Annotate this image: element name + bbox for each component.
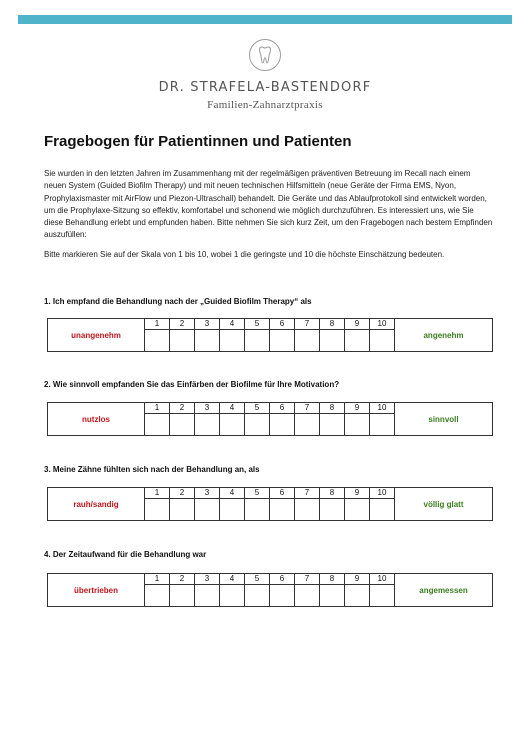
scale-number: 2 — [170, 319, 195, 330]
scale-number: 3 — [195, 319, 220, 330]
scale-number: 8 — [320, 319, 345, 330]
scale-number: 8 — [320, 403, 345, 414]
scale-number: 7 — [295, 319, 320, 330]
rating-box-7[interactable] — [295, 585, 320, 607]
rating-box-6[interactable] — [270, 330, 295, 352]
rating-box-8[interactable] — [320, 414, 345, 436]
rating-box-9[interactable] — [345, 414, 370, 436]
rating-box-2[interactable] — [170, 499, 195, 521]
rating-box-9[interactable] — [345, 499, 370, 521]
rating-box-10[interactable] — [370, 499, 395, 521]
scale-number: 1 — [145, 488, 170, 499]
scale-low-label: nutzlos — [48, 403, 145, 436]
scale-number: 5 — [245, 319, 270, 330]
top-accent-bar — [18, 15, 512, 24]
scale-number: 7 — [295, 488, 320, 499]
scale-high-label: angemessen — [395, 574, 493, 607]
scale-low-label: rauh/sandig — [48, 488, 145, 521]
scale-number: 5 — [245, 488, 270, 499]
rating-scale-table — [47, 402, 493, 436]
page-title: Fragebogen für Patientinnen und Patienten — [44, 133, 352, 150]
instruction-paragraph: Bitte markieren Sie auf der Skala von 1 bis 10, wobei 1 die geringste und 10 die höchste Einschätzung bedeuten. — [44, 250, 445, 259]
question-text: 1. Ich empfand die Behandlung nach der „Guided Biofilm Therapy“ als — [44, 297, 312, 306]
scale-number: 6 — [270, 403, 295, 414]
scale-number: 10 — [370, 574, 395, 585]
scale-number: 7 — [295, 574, 320, 585]
scale-number: 10 — [370, 488, 395, 499]
rating-box-8[interactable] — [320, 585, 345, 607]
scale-number: 9 — [345, 488, 370, 499]
scale-number: 6 — [270, 319, 295, 330]
scale-number: 3 — [195, 574, 220, 585]
scale-low-label: übertrieben — [48, 574, 145, 607]
scale-number: 8 — [320, 574, 345, 585]
question-text: 3. Meine Zähne fühlten sich nach der Behandlung an, als — [44, 465, 260, 474]
scale-number: 7 — [295, 403, 320, 414]
practice-name: DR. STRAFELA-BASTENDORF — [158, 80, 372, 95]
rating-box-4[interactable] — [220, 414, 245, 436]
rating-box-5[interactable] — [245, 585, 270, 607]
rating-scale-table — [47, 487, 493, 521]
scale-number: 10 — [370, 319, 395, 330]
rating-box-10[interactable] — [370, 585, 395, 607]
scale-number: 9 — [345, 574, 370, 585]
rating-box-8[interactable] — [320, 499, 345, 521]
rating-box-9[interactable] — [345, 330, 370, 352]
scale-number: 4 — [220, 488, 245, 499]
rating-box-1[interactable] — [145, 414, 170, 436]
scale-number: 3 — [195, 403, 220, 414]
scale-number: 5 — [245, 403, 270, 414]
scale-number: 5 — [245, 574, 270, 585]
scale-high-label: angenehm — [395, 319, 493, 352]
scale-number: 8 — [320, 488, 345, 499]
rating-box-5[interactable] — [245, 414, 270, 436]
scale-number: 1 — [145, 403, 170, 414]
intro-paragraph: Sie wurden in den letzten Jahren im Zusammenhang mit der regelmäßigen präventiven Betreuung im Recall nach einem neuen System (Guided Biofilm Therapy) und mit neuen technischen Hilfsmitteln (neue Geräte der Firma EMS, Nyon, Prophylaxismaster mit AirFlow und Piezon-Ultraschall) behandelt. Die Geräte und das Ablaufprotokoll sind entwickelt worden, um die Prophylaxe-Sitzung so effektiv, komfortabel und schonend wie möglich durchzuführen. Es interessiert uns, wie Sie diese Behandlung erlebt und empfunden haben. Bitte nehmen Sie sich kurz Zeit, um den Fragebogen nach bestem Empfinden auszufüllen: — [44, 169, 493, 240]
rating-box-7[interactable] — [295, 330, 320, 352]
question-text: 4. Der Zeitaufwand für die Behandlung war — [44, 550, 207, 559]
scale-number: 2 — [170, 574, 195, 585]
practice-subtitle: Familien-Zahnarztpraxis — [207, 99, 323, 111]
rating-box-7[interactable] — [295, 414, 320, 436]
scale-number: 6 — [270, 488, 295, 499]
rating-box-6[interactable] — [270, 414, 295, 436]
scale-number: 6 — [270, 574, 295, 585]
rating-box-6[interactable] — [270, 585, 295, 607]
rating-box-1[interactable] — [145, 585, 170, 607]
scale-number: 4 — [220, 319, 245, 330]
rating-box-6[interactable] — [270, 499, 295, 521]
rating-box-5[interactable] — [245, 499, 270, 521]
rating-box-4[interactable] — [220, 330, 245, 352]
scale-low-label: unangenehm — [48, 319, 145, 352]
scale-number: 9 — [345, 403, 370, 414]
rating-box-3[interactable] — [195, 330, 220, 352]
scale-high-label: völlig glatt — [395, 488, 493, 521]
scale-number: 4 — [220, 574, 245, 585]
scale-number: 10 — [370, 403, 395, 414]
scale-number: 9 — [345, 319, 370, 330]
scale-high-label: sinnvoll — [395, 403, 493, 436]
scale-number: 1 — [145, 574, 170, 585]
rating-box-9[interactable] — [345, 585, 370, 607]
rating-scale-table — [47, 318, 493, 352]
scale-number: 4 — [220, 403, 245, 414]
tooth-icon — [248, 38, 282, 72]
rating-box-4[interactable] — [220, 499, 245, 521]
question-text: 2. Wie sinnvoll empfanden Sie das Einfärben der Biofilme für Ihre Motivation? — [44, 380, 340, 389]
rating-box-5[interactable] — [245, 330, 270, 352]
scale-number: 2 — [170, 488, 195, 499]
scale-number: 1 — [145, 319, 170, 330]
rating-box-1[interactable] — [145, 499, 170, 521]
rating-box-10[interactable] — [370, 414, 395, 436]
rating-box-10[interactable] — [370, 330, 395, 352]
scale-number: 2 — [170, 403, 195, 414]
rating-box-2[interactable] — [170, 330, 195, 352]
rating-scale-table — [47, 573, 493, 607]
rating-box-7[interactable] — [295, 499, 320, 521]
rating-box-8[interactable] — [320, 330, 345, 352]
rating-box-3[interactable] — [195, 585, 220, 607]
rating-box-1[interactable] — [145, 330, 170, 352]
rating-box-4[interactable] — [220, 585, 245, 607]
rating-box-2[interactable] — [170, 585, 195, 607]
rating-box-3[interactable] — [195, 499, 220, 521]
scale-number: 3 — [195, 488, 220, 499]
rating-box-3[interactable] — [195, 414, 220, 436]
rating-box-2[interactable] — [170, 414, 195, 436]
